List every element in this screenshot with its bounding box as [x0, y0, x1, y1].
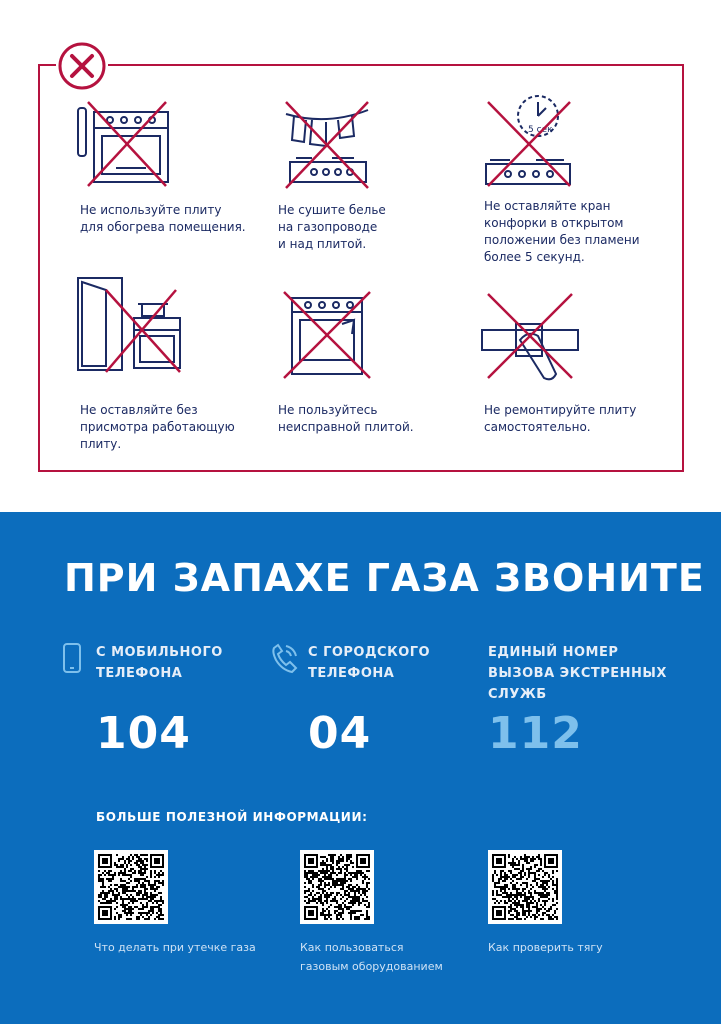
unattended-stove-icon [76, 276, 186, 376]
rule-text-broken: Не пользуйтесь неисправной плитой. [278, 403, 414, 434]
mobile-label: С МОБИЛЬНОГО ТЕЛЕФОНА [96, 645, 223, 681]
more-info-title: БОЛЬШЕ ПОЛЕЗНОЙ ИНФОРМАЦИИ: [96, 810, 368, 824]
landline-phone-icon [270, 642, 300, 674]
mobile-phone-icon [62, 642, 82, 674]
mobile-number: 104 [96, 708, 191, 759]
unified-number: 112 [488, 708, 583, 759]
qr-code-draft[interactable] [488, 850, 562, 924]
rule-text-heating: Не используйте плиту для обогрева помещения. [80, 203, 246, 234]
burner-timer-icon [480, 90, 580, 190]
broken-stove-icon [282, 290, 372, 380]
stove-heating-icon [76, 100, 176, 190]
qr-caption-equipment[interactable]: Как пользоваться газовым оборудованием [300, 941, 443, 973]
landline-label: С ГОРОДСКОГО ТЕЛЕФОНА [308, 645, 431, 681]
qr-code-equipment[interactable] [300, 850, 374, 924]
drying-laundry-icon [282, 100, 372, 190]
landline-number: 04 [308, 708, 372, 759]
rule-text-laundry: Не сушите белье на газопроводе и над плитой. [278, 203, 386, 251]
rule-text-unattended: Не оставляйте без присмотра работающую плиту. [80, 403, 235, 451]
qr-caption-gas-leak[interactable]: Что делать при утечке газа [94, 941, 256, 954]
emergency-headline: ПРИ ЗАПАХЕ ГАЗА ЗВОНИТЕ [64, 556, 705, 600]
qr-caption-draft[interactable]: Как проверить тягу [488, 941, 603, 954]
rule-text-repair: Не ремонтируйте плиту самостоятельно. [484, 403, 637, 434]
rule-text-burner: Не оставляйте кран конфорки в открытом положении без пламени более 5 секунд. [484, 199, 640, 264]
qr-code-gas-leak[interactable] [94, 850, 168, 924]
emergency-panel [0, 512, 721, 1024]
unified-label: ЕДИНЫЙ НОМЕР ВЫЗОВА ЭКСТРЕННЫХ СЛУЖБ [488, 645, 667, 702]
timer-label: 5 сек [528, 125, 553, 135]
prohibition-cross-icon [56, 40, 108, 92]
wrench-pipe-icon [480, 290, 580, 386]
